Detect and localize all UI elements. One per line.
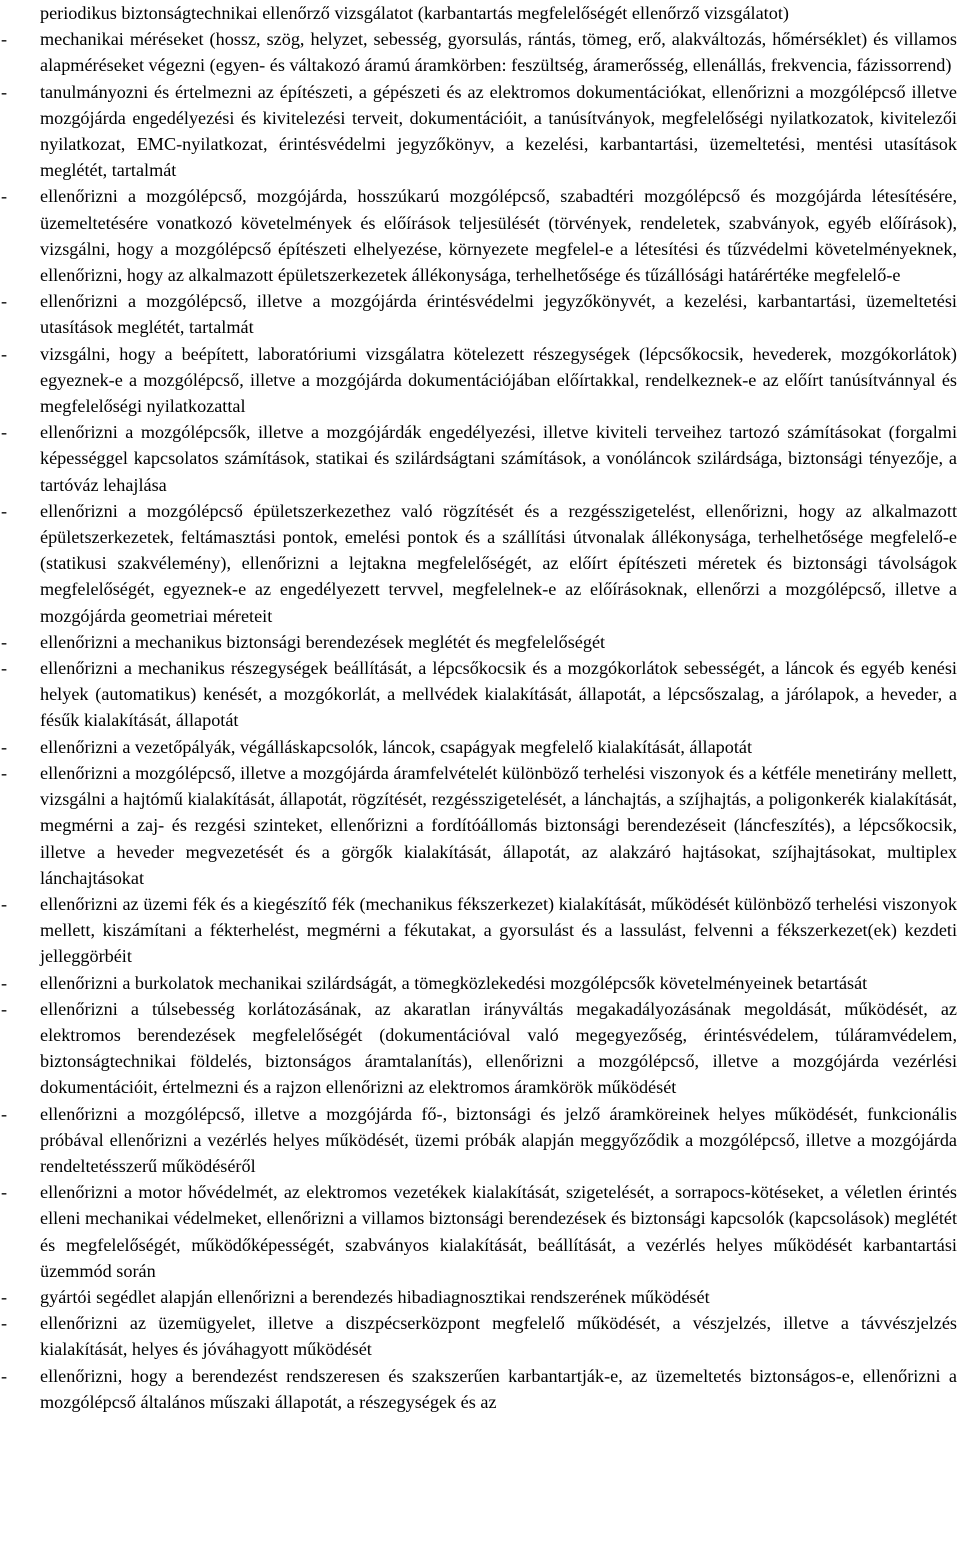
list-item-text: ellenőrizni a mechanikus részegységek beállítását, a lépcsőkocsik és a mozgókorlátok sebességét, a láncok és egyéb kenési helyek (automatikus) kenését, a mozgókorlát, a mellvédek kialakítását, állapotát, a lépcsőszalag, a járólapok, a heveder, a fésűk kialakítását, állapotát: [40, 658, 957, 731]
list-item: [0, 996, 960, 1101]
list-item: [0, 183, 960, 288]
list-item: [0, 891, 960, 970]
bullet-dash: -: [1, 500, 8, 521]
list-item-text: ellenőrizni a mozgólépcsők, illetve a mozgójárdák engedélyezési, illetve kiviteli terveihez tartozó számításokat (forgalmi képességgel kapcsolatos számítások, statikai és szilárdságtani számítások, a vonóláncok szilárdsága, biztonsági tényezője, a tartóváz lehajlása: [40, 422, 957, 495]
list-item-text: ellenőrizni a mechanikus biztonsági berendezések meglétét és megfelelőségét: [40, 631, 606, 652]
list-item-text: ellenőrizni az üzemi fék és a kiegészítő fék (mechanikus fékszerkezet) kialakítását, működését különböző terhelési viszonyok mellett, kiszámítani a fékterhelést, megmérni a fékutakat, a gyorsulást és a lassulást, felvenni a fékszerkezet(ek) kezdeti jelleggörbéit: [40, 893, 957, 967]
bullet-dash: -: [1, 81, 8, 102]
bullet-dash: -: [1, 1365, 8, 1386]
bullet-dash: -: [1, 1103, 8, 1124]
list-item: [0, 288, 960, 340]
bullet-dash: -: [1, 1182, 8, 1203]
list-item-text: vizsgálni, hogy a beépített, laboratóriumi vizsgálatra kötelezett részegységek (lépcsőkocsik, hevederek, mozgókorlátok) egyeznek-e a mozgólépcső, illetve a mozgójárda dokumentációjában előírtakkal, rendelkeznek-e az előírt tanúsítvánnyal és megfelelőségi nyilatkozattal: [40, 343, 957, 417]
list-item-text: ellenőrizni a mozgólépcső, illetve a mozgójárda érintésvédelmi jegyzőkönyvét, a kezelési, karbantartási, üzemeltetési utasítások meglétét, tartalmát: [40, 291, 957, 338]
list-item: [0, 419, 960, 498]
list-item: [0, 734, 960, 760]
list-item-text: ellenőrizni a motor hővédelmét, az elektromos vezetékek kialakítását, szigetelését, a sorrapocs-kötéseket, a véletlen érintés elleni mechanikai védelmeket, ellenőrizni a villamos biztonsági berendezések és biztonsági kapcsolók (kapcsolások) meglétét és megfelelőségét, működőképességét, szabványos kialakítását, beállítását, a vezérlés helyes működését karbantartási üzemmód során: [40, 1182, 957, 1281]
list-item: [0, 1310, 960, 1362]
bullet-dash: -: [1, 1313, 8, 1334]
list-item-text: ellenőrizni, hogy a berendezést rendszeresen és szakszerűen karbantartják-e, az üzemeltetés biztonságos-e, ellenőrizni a mozgólépcső általános műszaki állapotát, a részegységek és az: [40, 1365, 957, 1412]
list-item-text: ellenőrizni a burkolatok mechanikai szilárdságát, a tömegközlekedési mozgólépcsők követelményeinek betartását: [40, 972, 868, 993]
list-item-text: ellenőrizni a túlsebesség korlátozásának, az akaratlan irányváltás megakadályozásának megoldását, működését, az elektromos berendezések megfelelőségét (dokumentációval való megegyezőség, érintésvédelem, túláramvédelem, biztonságtechnikai földelés, biztonságos áramtalanítás), ellenőrizni a mozgólépcső, illetve a mozgójárda vezérlési dokumentációit, értelmezni és a rajzon ellenőrizni az elektromos áramkörök működését: [40, 998, 957, 1098]
list-item: [0, 760, 960, 891]
list-item: [0, 79, 960, 184]
list-item-text: ellenőrizni a mozgólépcső épületszerkezethez való rögzítését és a rezgésszigetelést, ellenőrizni, hogy az alkalmazott épületszerkezetek, feltámasztási pontok, emelési pontok és a szállítási útvonalak állékonysága, terhelhetősége megfelelő-e (statikusi szakvélemény), ellenőrizni a lejtakna megfelelőségét, az előírt építészeti méretek és biztonsági távolságok megfelelőségét, egyeznek-e az engedélyezett tervvel, megfelelnek-e az előírásoknak, ellenőrzi a mozgólépcső, illetve a mozgójárda geometriai méreteit: [40, 500, 957, 626]
list-item: [0, 341, 960, 420]
list-item-text: gyártói segédlet alapján ellenőrizni a berendezés hibadiagnosztikai rendszerének működését: [40, 1286, 710, 1307]
list-item: [0, 26, 960, 78]
list-item: [0, 498, 960, 629]
list-item: [0, 629, 960, 655]
list-item-text: ellenőrizni a mozgólépcső, mozgójárda, hosszúkarú mozgólépcső, szabadtéri mozgólépcső és mozgójárda létesítésére, üzemeltetésére vonatkozó követelmények és előírások teljesülését (törvények, rendeletek, szabványok, egyéb előírások), vizsgálni, hogy a mozgólépcső építészeti elhelyezése, környezete megfelel-e a létesítési és tűzvédelmi követelményeknek, ellenőrizni, hogy az alkalmazott épületszerkezetek állékonysága, terhelhetősége és tűzállósági határértéke megfelelő-e: [40, 186, 957, 286]
bullet-dash: -: [1, 658, 8, 679]
list-item: [0, 970, 960, 996]
list-item: [0, 1284, 960, 1310]
list-item: [0, 1101, 960, 1180]
list-item-text: ellenőrizni a mozgólépcső, illetve a mozgójárda áramfelvételét különböző terhelési viszonyok és a kétféle menetirány mellett, vizsgálni a hajtómű kialakítását, állapotát, rögzítését, rezgésszigetelését, a lánchajtás, a szíjhajtás, a poligonkerék kialakítását, megmérni a zaj- és rezgési szinteket, ellenőrizni a fordítóállomás biztonsági berendezéseit (láncfeszítés), a lépcsőkocsik, illetve a heveder megvezetését és a görgők kialakítását, állapotát, az alakzáró hajtásokat, szíjhajtásokat, multiplex lánchajtásokat: [40, 762, 957, 888]
requirements-list: [0, 26, 960, 1415]
intro-paragraph: periodikus biztonságtechnikai ellenőrző vizsgálatot (karbantartás megfelelőségét ellenőrző vizsgálatot): [40, 3, 789, 23]
bullet-dash: -: [1, 291, 8, 312]
list-item-text: ellenőrizni az üzemügyelet, illetve a diszpécserközpont megfelelő működését, a vészjelzés, illetve a távvészjelzés kialakítását, helyes és jóváhagyott működését: [40, 1313, 957, 1360]
list-item: [0, 1363, 960, 1415]
bullet-dash: -: [1, 762, 8, 783]
bullet-dash: -: [1, 631, 8, 652]
bullet-dash: -: [1, 343, 8, 364]
list-item: [0, 1179, 960, 1284]
bullet-dash: -: [1, 972, 8, 993]
bullet-dash: -: [1, 736, 8, 757]
bullet-dash: -: [1, 998, 8, 1019]
bullet-dash: -: [1, 29, 8, 50]
list-item-text: tanulmányozni és értelmezni az építészeti, a gépészeti és az elektromos dokumentációkat, ellenőrizni a mozgólépcső illetve mozgójárda engedélyezési és kivitelezési terveit, dokumentációit, a tanúsítványok, megfelelőségi nyilatkozatok, kivitelezői nyilatkozat, EMC-nyilatkozat, érintésvédelmi jegyzőkönyv, a kezelési, karbantartási, üzemeltetési, mentési utasítások meglétét, tartalmát: [40, 81, 957, 181]
bullet-dash: -: [1, 186, 8, 207]
bullet-dash: -: [1, 1286, 8, 1307]
list-item-text: ellenőrizni a vezetőpályák, végálláskapcsolók, láncok, csapágyak megfelelő kialakítását, állapotát: [40, 736, 753, 757]
bullet-dash: -: [1, 422, 8, 443]
bullet-dash: -: [1, 893, 8, 914]
list-item: [0, 655, 960, 734]
list-item-text: mechanikai méréseket (hossz, szög, helyzet, sebesség, gyorsulás, rántás, tömeg, erő, alakváltozás, hőmérséklet) és villamos alapméréseket végezni (egyen- és váltakozó áramú áramkörben: feszültség, áramerősség, ellenállás, frekvencia, fázissorrend): [40, 29, 957, 76]
list-item-text: ellenőrizni a mozgólépcső, illetve a mozgójárda fő-, biztonsági és jelző áramköreinek helyes működését, funkcionális próbával ellenőrizni a vezérlés helyes működését, üzemi próbák alapján meggyőződik a mozgólépcső, illetve a mozgójárda rendeltetésszerű működéséről: [40, 1103, 957, 1176]
